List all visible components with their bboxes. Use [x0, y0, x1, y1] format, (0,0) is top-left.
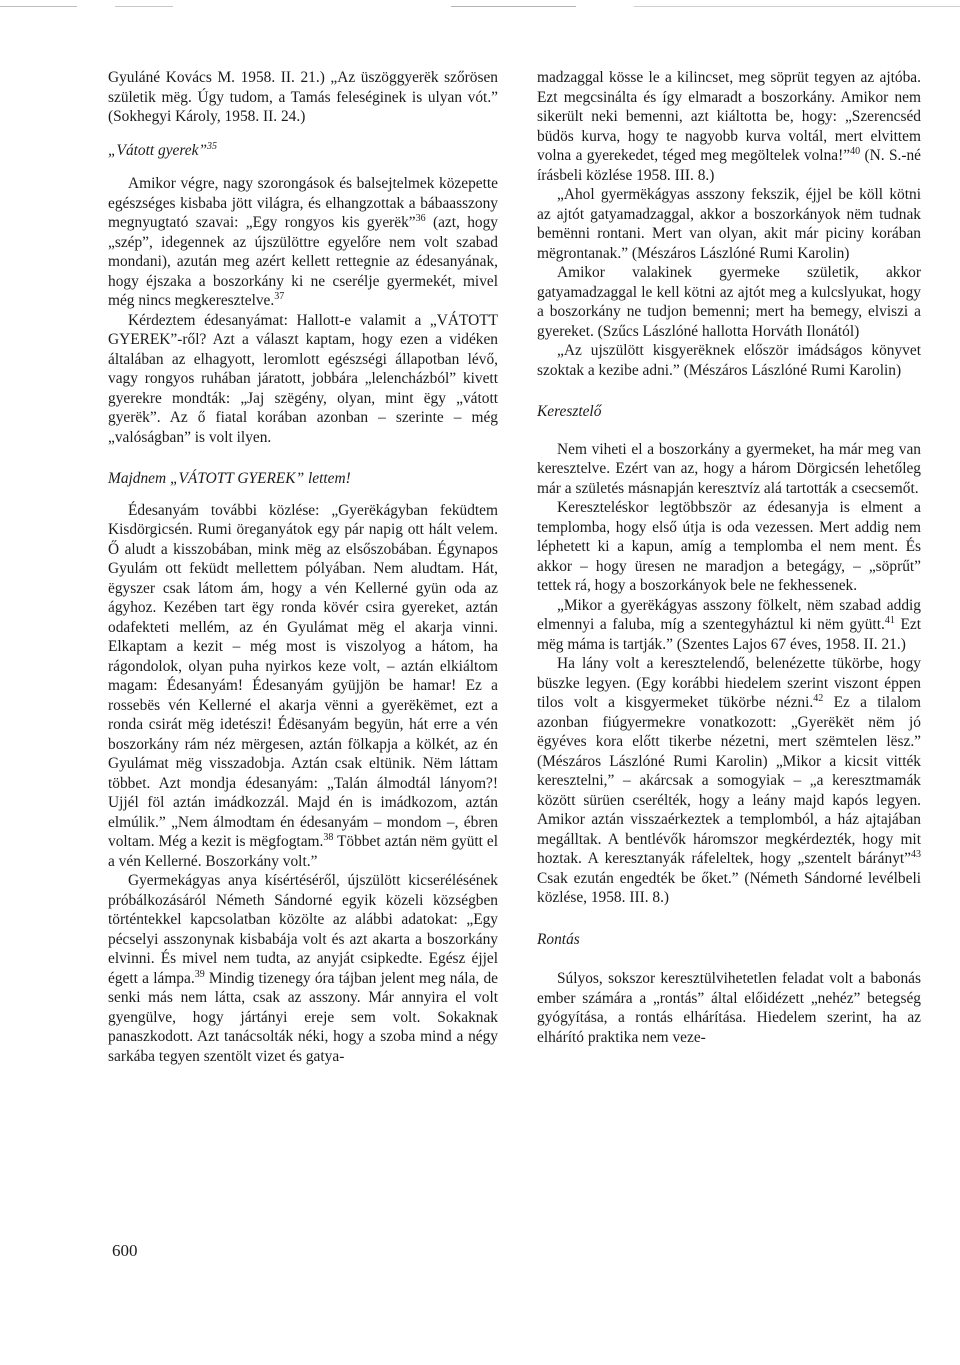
- paragraph: „Az ujszülött kisgyerëknek először imádságos könyvet szoktak a kezibe adni.” (Mészáros Lászlóné Rumi Karolin): [537, 342, 921, 379]
- paragraph: Kereszteléskor legtöbbször az édesanyja is elment a templomba, hogy első útja is oda vezessen. Mert addig nem léphetett ki a kapun, amíg a templomba el nem ment. És akkor – hogy üresen ne maradjon a betegágy, – „söprűt” tettek rá, hogy a boszorkányok bele ne fekhessenek.: [537, 499, 921, 594]
- footnote-ref: 43: [911, 848, 921, 860]
- paragraph: Ha lány volt a keresztelendő, belenézette tükörbe, hogy büszke legyen. (Egy korábbi hiedelem szerint viszont éppen tilos volt a kisgyermeket tükörbe nézni.$^{42}$ Ez a tilalom azonban fiúgyermekre vonatkozott: „Gyerëkët nëm jó ëgyéves kora előtt tikerbe nézetni, mert szëmtelen lësz.” (Mészáros Lászlóné Rumi Karolin) „Mikor a kicsit vitték keresztelni,” – akárcsak a somogyiak – „a keresztmamák között sürüen cserélték, hogy a leány majd kapós legyen. Amikor aztán visszaérkeztek a templomból, a ház ajtajában megálltak. A bentlévők háromszor megkérdezték, hogy mit hoztak. A keresztanyák ráfeleltek, hogy „szentelt bárányt”$^{43}$ Csak ezután engedték be őket.” (Németh Sándorné levélbeli közlése, 1958. III. 8.): [537, 655, 921, 906]
- section-heading-rontas: Rontás: [537, 930, 580, 948]
- section-heading-vatott-gyerek: „Vátott gyerek”$^{35}$: [108, 140, 218, 159]
- paragraph: Amikor valakinek gyermeke születik, akkor gatyamadzaggal le kell kötni az ajtót meg a kulcslyukat, hogy a boszorkány ne tudjon bemenni; mert ha bemegy, elviszi a gyereket. (Szűcs Lászlóné hallotta Horváth Ilonától): [537, 264, 921, 340]
- footnote-ref: 39: [194, 968, 205, 980]
- footnote-ref: 36: [415, 212, 426, 224]
- footnote-ref: 41: [884, 614, 895, 626]
- paragraph: „Ahol gyermëkágyas asszony fekszik, éjjel be köll kötni az ajtót gatyamadzaggal, akkor a boszorkányok nëm tudnak bemënni rontani. Mert van olyan, akit már piciny korában mëgrontanak.” (Mészáros Lászlóné Rumi Karolin): [537, 186, 921, 262]
- footnote-ref: 38: [323, 831, 334, 843]
- page-number: 600: [112, 1241, 138, 1260]
- footnote-ref: 35: [207, 140, 218, 152]
- right-column: [537, 68, 921, 1047]
- section-heading-kereszt: Keresztelő: [537, 403, 602, 420]
- paragraph: Édesanyám további közlése: „Gyerëkágyban feküdtem Kisdörgicsén. Rumi öreganyátok egy pár napig ott hált velem. Ő aludt a kisszobában, mink mëg az elsőszobában. Égynapos Gyulám ott feküdt mellettem pólyában. Nem aludtam. Hát, ëgyszer csak látom ám, hogy a vén Kellerné gyün oda az ágyhoz. Kezében tart ëgy ronda kövér csira gyereket, aztán odafekteti mellém, az én Gyulámat mëg el akarja vinni. Elkaptam a kezit – még most is viszolyog a hátom, ha rágondolok, olyan puha nyirkos keze volt, – aztán elkiáltom magam: Édesanyám! Édesanyám gyüjjön be hamar! Ez a rossebës vén Kellerné el akarja vënni a gyerëkëmet, ezt a ronda csirát mëg idetészi! Édësanyám begyün, hát erre a vén boszorkány rám néz mërgesen, aztán fölkapja a kölkét, az én Gyulámat mëg visszadobja. Aztán csak eltünik. Nëm láttam többet. Azt mondja édesanyám: „Talán álmodtál lányom?! Ujjél föl aztán imádkozzál. Majd én is imádkozom, aztán elmúlik.” „Nem álmodtam én édesanyám – mondom –, ébren voltam. Még a kezit is mëgfogtam.$^{38}$ Többet aztán nëm gyütt el a vén Kellerné. Boszorkány volt.”: [108, 501, 498, 870]
- footnote-ref: 42: [813, 692, 824, 704]
- section-heading-majdnem: Majdnem „VÁTOTT GYEREK” lettem!: [108, 470, 351, 487]
- left-column: [108, 68, 498, 1066]
- paragraph: Nem viheti el a boszorkány a gyermeket, ha már meg van keresztelve. Ezért van az, hogy a három Dörgicsén lehetőleg már a születés másnapján keresztvíz alá tartották a csecsemőt.: [537, 440, 921, 497]
- paragraph: Kérdeztem édesanyámat: Hallott-e valamit a „VÁTOTT GYEREK”-ről? Azt a választ kaptam, hogy ezen a vidéken általában az elhagyott, leromlott egészségi állapotban lévő, vagy rongyos ruhában járatott, jobbára „lelencházból” kivett gyerekre mondták: „Jaj szëgény, olyan, mint ëgy „vátott gyerëk”. Az ő fiatal korában azonban – szerinte – még „valóságban” is volt ilyen.: [108, 311, 498, 446]
- paragraph: Súlyos, sokszor keresztülvihetetlen feladat volt a babonás ember számára a „rontás” által előidézett „nehéz” betegség gyógyítása, a rontás elhárítása. Hiedelem szerint, ha az elhárító praktika nem veze-: [537, 970, 921, 1046]
- paragraph: Amikor végre, nagy szorongások és balsejtelmek közepette egészséges kisbaba jött világra, és elhangzottak a bábaasszony megnyugtató szavai: „Egy rongyos kis gyerëk”$^{36}$ (azt, hogy „szép”, idegennek az újszülöttre egyelőre nem volt szabad mondani), azután meg azért kellett rettegnie az édesanyának, hogy éjszaka a boszorkány ki ne cserélje gyermekét, mivel még nincs megkeresztelve.$^{37}$: [108, 175, 498, 309]
- paragraph: Gyermekágyas anya kísértéséről, újszülött kicserélésének próbálkozásáról Németh Sándorné egyik közeli községben történtekkel kapcsolatban közölte az alábbi adatokat: „Egy pécselyi asszonynak kisbabája volt és azt akarta a boszorkány elvinni. És mivel nem tudta, az anyját csipkedte. Egész éjjel égett a lámpa.$^{39}$ Mindig tizenegy óra tájban jelent meg nála, de senki más nem látta, csak az asszony. Már annyira el volt gyengülve, hogy jártányi ereje sem volt. Sokaknak panaszkodott. Azt tanácsolták néki, hogy a szoba mind a négy sarkába tegyen szentölt vizet és gatya-: [108, 872, 499, 1065]
- footnote-ref: 37: [274, 290, 285, 302]
- footnote-ref: 40: [850, 145, 861, 157]
- paragraph: Gyuláné Kovács M. 1958. II. 21.) „Az üszöggyerëk szőrösen születik mëg. Úgy tudom, a Tamás feleséginek is ulyan vót.” (Sokhegyi Károly, 1958. II. 24.): [108, 69, 498, 125]
- paragraph: madzaggal kösse le a kilincset, meg söprüt tegyen az ajtóba. Ezt megcsinálta és így elmaradt a boszorkány. Amikor nem sikerült neki bemenni, azt kiáltotta be, hogy: „Szerencséd büdös kurva, hogy te nagyobb kurva voltál, mert elvittem volna a gyerekedet, téged meg megöltelek volna!”$^{40}$ (N. S.-né írásbeli közlése 1958. III. 8.): [537, 69, 922, 184]
- scan-top-edge: [0, 6, 960, 7]
- paragraph: „Mikor a gyerëkágyas asszony fölkelt, nëm szabad addig elmennyi a faluba, míg a szentegyháztul ki nëm gyütt.$^{41}$ Ezt mëg máma is tartják.” (Szentes Lajos 67 éves, 1958. II. 21.): [537, 596, 921, 653]
